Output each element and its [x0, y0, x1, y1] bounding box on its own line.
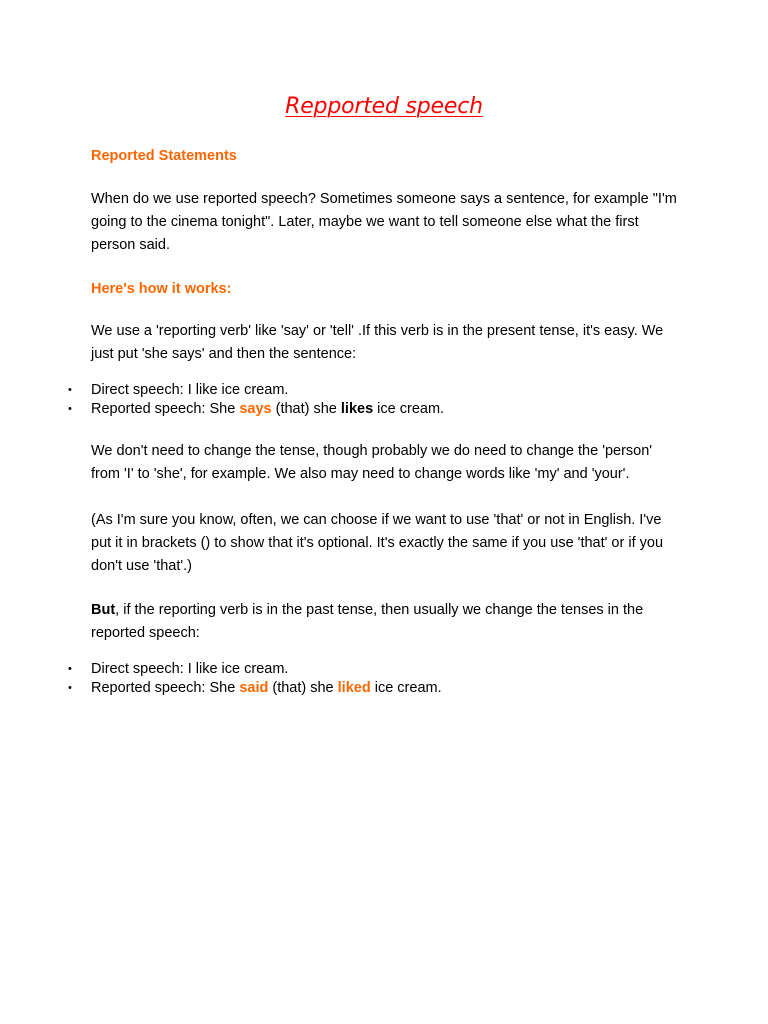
list-item	[66, 381, 444, 400]
bullet-icon: •	[68, 384, 72, 396]
reported-speech-mid: (that) she	[268, 679, 338, 696]
past-tense-example-list	[66, 660, 442, 697]
reported-speech-suffix: ice cream.	[370, 679, 442, 696]
reported-speech-prefix: Reported speech: She	[91, 679, 240, 696]
list-item	[66, 660, 442, 679]
past-tense-paragraph	[91, 599, 681, 645]
reporting-verb-highlight: said	[239, 679, 269, 696]
reported-speech-prefix: Reported speech: She	[91, 400, 240, 417]
tense-person-paragraph: We don't need to change the tense, though probably we do need to change the 'person' from 'I' to 'she', for example. We also may need to change words like 'my' and 'your'.	[91, 443, 653, 482]
past-tense-text: , if the reporting verb is in the past tense, then usually we change the tenses in the reported speech:	[91, 602, 644, 641]
but-emphasis: But	[91, 602, 116, 618]
section-heading-how-it-works: Here's how it works:	[91, 281, 232, 297]
direct-speech-example: Direct speech: I like ice cream.	[91, 382, 289, 398]
intro-paragraph: When do we use reported speech? Sometimes someone says a sentence, for example "I'm going to the cinema tonight". Later, maybe we want to tell someone else what the first person said.	[91, 191, 677, 253]
list-item	[66, 679, 442, 698]
reporting-verb-highlight: says	[239, 400, 272, 417]
present-tense-example-list	[66, 381, 444, 418]
verb-highlight: liked	[337, 679, 371, 696]
bullet-icon: •	[68, 663, 72, 675]
list-item	[66, 400, 444, 419]
reporting-verb-paragraph: We use a 'reporting verb' like 'say' or 'tell' .If this verb is in the present tense, it's easy. We just put 'she says' and then the sentence:	[91, 323, 664, 362]
direct-speech-example: Direct speech: I like ice cream.	[91, 661, 289, 677]
section-heading-reported-statements: Reported Statements	[91, 148, 237, 164]
bullet-icon: •	[68, 402, 72, 415]
bullet-icon: •	[68, 681, 72, 694]
that-optional-paragraph: (As I'm sure you know, often, we can choose if we want to use 'that' or not in English. I've put it in brackets () to show that it's optional. It's exactly the same if you use 'that' or if you don't use 'that'.)	[91, 512, 664, 574]
page-title: Repported speech	[285, 94, 483, 119]
verb-highlight: likes	[340, 400, 374, 417]
reported-speech-suffix: ice cream.	[373, 400, 445, 417]
reported-speech-mid: (that) she	[271, 400, 341, 417]
